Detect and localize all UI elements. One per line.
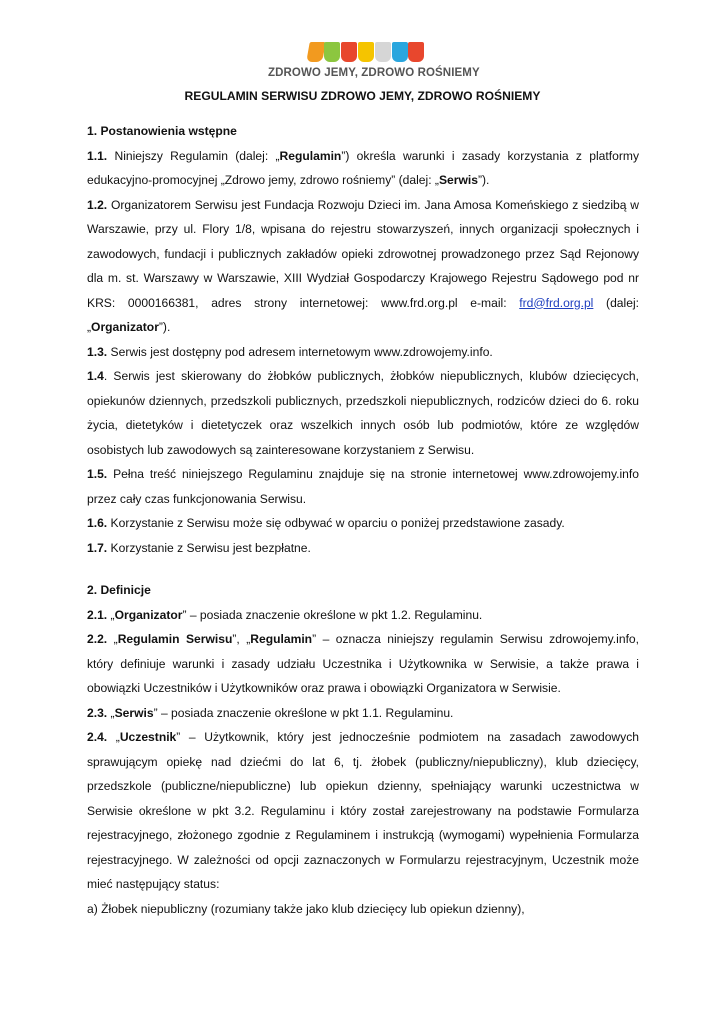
paragraph-2-4-a: a) Żłobek niepubliczny (rozumiany także jako klub dziecięcy lub opiekun dzienny), (87, 901, 525, 916)
logo-text: ZDROWO JEMY, ZDROWO ROŚNIEMY (268, 67, 480, 79)
logo-leaf-icon (324, 42, 340, 62)
paragraph-2-2: 2.2. „Regulamin Serwisu”, „Regulamin” – oznacza niniejszy regulamin Serwisu zdrowojemy.info, który definiuje warunki i zasady udziału Uczestnika i Użytkownika w Serwisie, a także prawa i obowiązki Uczestników i Użytkowników oraz prawa i obowiązki Organizatora w Serwisie. (87, 632, 640, 695)
paragraph-2-3: 2.3. „Serwis” – posiada znaczenie określone w pkt 1.1. Regulaminu. (87, 705, 454, 720)
logo-apple-icon (341, 42, 357, 62)
logo-carrot-icon (306, 42, 326, 62)
logo-food-icons (304, 42, 424, 64)
paragraph-1-6: 1.6. Korzystanie z Serwisu może się odbywać w oparciu o poniżej przedstawione zasady. (87, 516, 565, 530)
logo-cheese-icon (358, 42, 374, 62)
paragraph-1-5: 1.5. Pełna treść niniejszego Regulaminu znajduje się na stronie internetowej www.zdrowojemy.info przez cały czas funkcjonowania Serwisu. (87, 467, 639, 506)
section-gap (87, 560, 639, 578)
logo-bread-icon (375, 42, 391, 62)
paragraph-1-1: 1.1. Niniejszy Regulamin (dalej: „Regulamin”) określa warunki i zasady korzystania z platformy edukacyjno-promocyjnej „Zdrowo jemy, zdrowo rośniemy” (dalej: „Serwis”). (87, 148, 639, 187)
paragraph-1-2: 1.2. Organizatorem Serwisu jest Fundacja Rozwoju Dzieci im. Jana Amosa Komeńskiego z siedzibą w Warszawie, przy ul. Flory 1/8, wpisana do rejestru stowarzyszeń, innych organizacji społecznych i zawodowych, fundacji i publicznych zakładów opieki zdrowotnej prowadzonego przez Sąd Rejonowy dla m. st. Warszawy w Warszawie, XIII Wydział Gospodarczy Krajowego Rejestru Sądowego pod nr KRS: 0000166381, adres strony internetowej: www.frd.org.pl e-mail: frd@frd.org.pl (dalej: „Organizator”). (87, 197, 639, 334)
paragraph-2-1: 2.1. „Organizator” – posiada znaczenie określone w pkt 1.2. Regulaminu. (87, 607, 483, 622)
document-title: REGULAMIN SERWISU ZDROWO JEMY, ZDROWO ROŚNIEMY (184, 89, 541, 103)
section-2-heading: 2. Definicje (87, 583, 151, 597)
document-body (87, 119, 639, 921)
logo-meat-icon (408, 42, 424, 62)
paragraph-2-4: 2.4. „Uczestnik” – Użytkownik, który jest jednocześnie podmiotem na zasadach zawodowych sprawującym opiekę nad dziećmi do lat 6, tj. żłobek (publiczny/niepubliczny), klub dziecięcy, przedszkole (publiczne/niepubliczne) lub opiekun dzienny, spełniający warunki uczestnictwa w Serwisie określone w pkt 3.2. Regulaminu i który został zarejestrowany na podstawie Formularza rejestracyjnego, złożonego zgodnie z Regulaminem i instrukcją (wymogami) wypełnienia Formularza rejestracyjnego. W zależności od opcji zaznaczonych w Formularzu rejestracyjnym, Uczestnik może mieć następujący status: (87, 730, 639, 891)
logo (268, 42, 480, 82)
section-1-heading: 1. Postanowienia wstępne (87, 124, 237, 138)
paragraph-1-3: 1.3. Serwis jest dostępny pod adresem internetowym www.zdrowojemy.info. (87, 344, 493, 359)
logo-fish-icon (392, 42, 408, 62)
paragraph-1-4: 1.4. Serwis jest skierowany do żłobków publicznych, żłobków niepublicznych, klubów dziecięcych, opiekunów dziennych, przedszkoli publicznych, przedszkoli niepublicznych, rodziców dzieci do 6. roku życia, dietetyków i dietetyczek oraz wszelkich innych osób lub podmiotów, które ze względów osobistych lub zawodowych są zainteresowane korzystaniem z Serwisu. (87, 369, 639, 457)
email-link[interactable]: frd@frd.org.pl (519, 295, 594, 310)
paragraph-1-7: 1.7. Korzystanie z Serwisu jest bezpłatne. (87, 540, 311, 555)
